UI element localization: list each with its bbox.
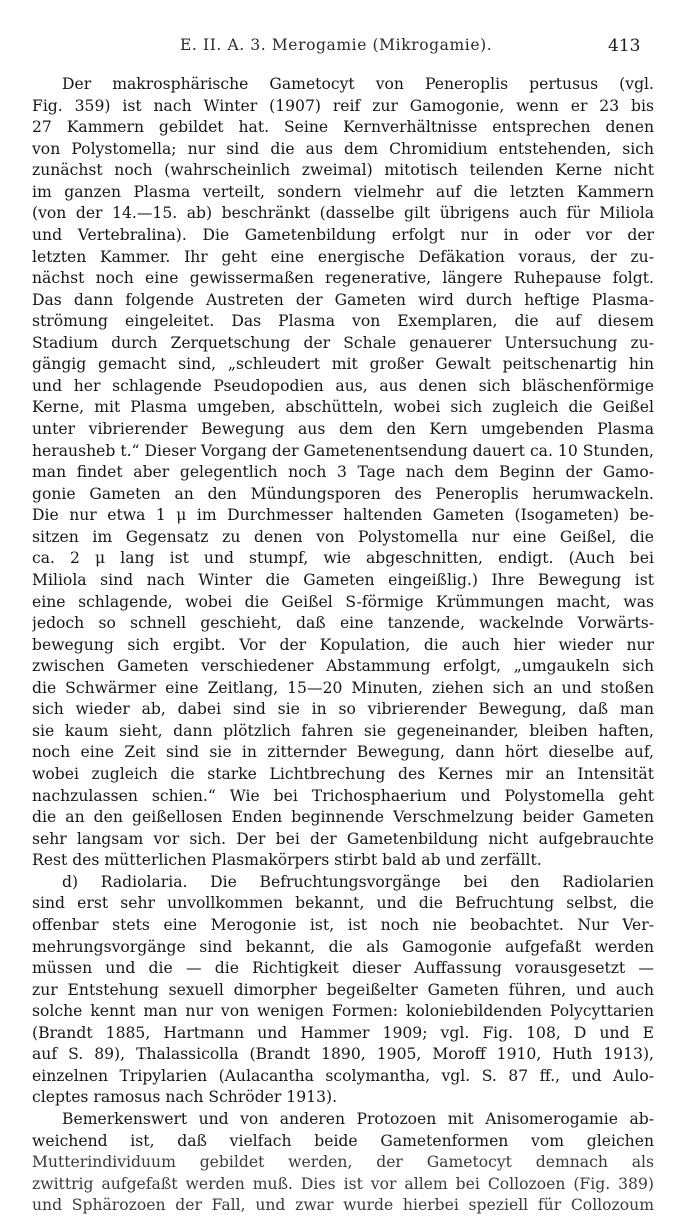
text-line: solche kennt man nur von wenigen Formen: koloniebildenden Polycyttarien xyxy=(32,1002,654,1021)
running-title: E. II. A. 3. Merogamie (Mikrogamie). xyxy=(180,36,493,54)
text-line: und Vertebralina). Die Gametenbildung erfolgt nur in oder vor der xyxy=(32,225,654,244)
text-line: nachzulassen schien.“ Wie bei Trichosphaerium und Polystomella geht xyxy=(32,786,654,805)
text-line: sitzen im Gegensatz zu denen von Polystomella nur eine Geißel, die xyxy=(32,527,654,546)
text-line: (Brandt 1885, Hartmann und Hammer 1909; vgl. Fig. 108, D und E xyxy=(32,1023,654,1042)
text-line: herausheb t.“ Dieser Vorgang der Gametenentsendung dauert ca. 10 Stunden, xyxy=(32,441,654,460)
text-line: und her schlagende Pseudopodien aus, aus denen sich bläschenförmige xyxy=(32,376,654,395)
text-line: müssen und die — die Richtigkeit dieser Auffassung vorausgesetzt — xyxy=(32,959,654,978)
text-line: zwischen Gameten verschiedener Abstammung erfolgt, „umgaukeln sich xyxy=(32,657,654,676)
text-line: Rest des mütterlichen Plasmakörpers stirbt bald ab und zerfällt. xyxy=(32,851,542,870)
text-line: Der makrosphärische Gametocyt von Peneroplis pertusus (vgl. xyxy=(62,75,654,93)
text-line: man findet aber gelegentlich noch 3 Tage nach dem Beginn der Gamo- xyxy=(32,463,654,482)
text-line: und Sphärozoen der Fall, und zwar wurde hierbei speziell für Collozoum xyxy=(32,1196,654,1215)
text-line: jedoch so schnell geschieht, daß eine tanzende, wackelnde Vorwärts- xyxy=(32,614,654,633)
text-line: noch eine Zeit sind sie in zitternder Bewegung, dann hört dieselbe auf, xyxy=(32,743,654,762)
text-line: die an den geißellosen Enden beginnende Verschmelzung beider Gameten xyxy=(32,808,654,827)
text-line: eine schlagende, wobei die Geißel S-förmige Krümmungen macht, was xyxy=(32,592,654,611)
text-line: Stadium durch Zerquetschung der Schale genauerer Untersuchung zu- xyxy=(32,333,654,352)
text-line: bewegung sich ergibt. Vor der Kopulation, die auch hier wieder nur xyxy=(32,635,654,654)
running-head xyxy=(0,36,680,60)
text-line: ca. 2 μ lang ist und stumpf, wie abgeschnitten, endigt. (Auch bei xyxy=(32,549,654,568)
text-line: gängig gemacht sind, „schleudert mit großer Gewalt peitschenartig hin xyxy=(32,355,654,374)
text-line: zur Entstehung sexuell dimorpher begeißelter Gameten führen, und auch xyxy=(32,980,654,999)
text-line: auf S. 89), Thalassicolla (Brandt 1890, 1905, Moroff 1910, Huth 1913), xyxy=(32,1045,654,1064)
text-line: Bemerkenswert und von anderen Protozoen mit Anisomerogamie ab- xyxy=(62,1110,654,1128)
text-line: zunächst noch (wahrscheinlich zweimal) mitotisch teilenden Kerne nicht xyxy=(32,161,654,180)
text-line: (von der 14.—15. ab) beschränkt (dasselbe gilt übrigens auch für Miliola xyxy=(32,204,654,223)
text-line: sich wieder ab, dabei sind sie in so vibrierender Bewegung, daß man xyxy=(32,700,654,719)
text-line: mehrungsvorgänge sind bekannt, die als Gamogonie aufgefaßt werden xyxy=(32,937,654,956)
text-line: sind erst sehr unvollkommen bekannt, und die Befruchtung selbst, die xyxy=(32,894,654,913)
text-line: offenbar stets eine Merogonie ist, ist noch nie beobachtet. Nur Ver- xyxy=(32,915,654,934)
text-line: strömung eingeleitet. Das Plasma von Exemplaren, die auf diesem xyxy=(32,312,654,331)
text-line: sie kaum sieht, dann plötzlich fahren sie gegeneinander, bleiben haften, xyxy=(32,721,654,740)
text-line: gonie Gameten an den Mündungsporen des Peneroplis herumwackeln. xyxy=(32,484,654,503)
text-line: Das dann folgende Austreten der Gameten wird durch heftige Plasma- xyxy=(32,290,654,309)
text-line: Miliola sind nach Winter die Gameten eingeißlig.) Ihre Bewegung ist xyxy=(32,570,654,589)
text-line: Kerne, mit Plasma umgeben, abschütteln, wobei sich zugleich die Geißel xyxy=(32,398,654,417)
text-line: im ganzen Plasma verteilt, sondern vielmehr auf die letzten Kammern xyxy=(32,182,654,201)
text-line: 27 Kammern gebildet hat. Seine Kernverhältnisse entsprechen denen xyxy=(32,118,654,137)
text-line: letzten Kammer. Ihr geht eine energische Defäkation voraus, der zu- xyxy=(32,247,654,266)
text-line: Mutterindividuum gebildet werden, der Gametocyt demnach als xyxy=(32,1153,654,1172)
text-line: wobei zugleich die starke Lichtbrechung des Kernes mir an Intensität xyxy=(32,765,654,783)
body-text xyxy=(32,74,654,1217)
text-line: Fig. 359) ist nach Winter (1907) reif zur Gamogonie, wenn er 23 bis xyxy=(32,96,654,115)
text-line: nächst noch eine gewissermaßen regenerative, längere Ruhepause folgt. xyxy=(32,269,654,288)
text-line: unter vibrierender Bewegung aus dem den Kern umgebenden Plasma xyxy=(32,420,654,438)
text-line: cleptes ramosus nach Schröder 1913). xyxy=(32,1088,338,1107)
page-number: 413 xyxy=(608,36,641,56)
text-line: Die nur etwa 1 μ im Durchmesser haltenden Gameten (Isogameten) be- xyxy=(32,506,654,525)
text-line: von Polystomella; nur sind die aus dem Chromidium entstehenden, sich xyxy=(32,139,654,158)
text-line: einzelnen Tripylarien (Aulacantha scolymantha, vgl. S. 87 ff., und Aulo- xyxy=(32,1066,654,1085)
text-line: die Schwärmer eine Zeitlang, 15—20 Minuten, ziehen sich an und stoßen xyxy=(32,678,654,697)
text-line: d) Radiolaria. Die Befruchtungsvorgänge bei den Radiolarien xyxy=(62,872,654,891)
text-line: weichend ist, daß vielfach beide Gametenformen vom gleichen xyxy=(32,1131,654,1150)
text-line: zwittrig aufgefaßt werden muß. Dies ist vor allem bei Collozoen (Fig. 389) xyxy=(32,1174,654,1193)
text-line: sehr langsam vor sich. Der bei der Gametenbildung nicht aufgebrauchte xyxy=(32,829,654,848)
